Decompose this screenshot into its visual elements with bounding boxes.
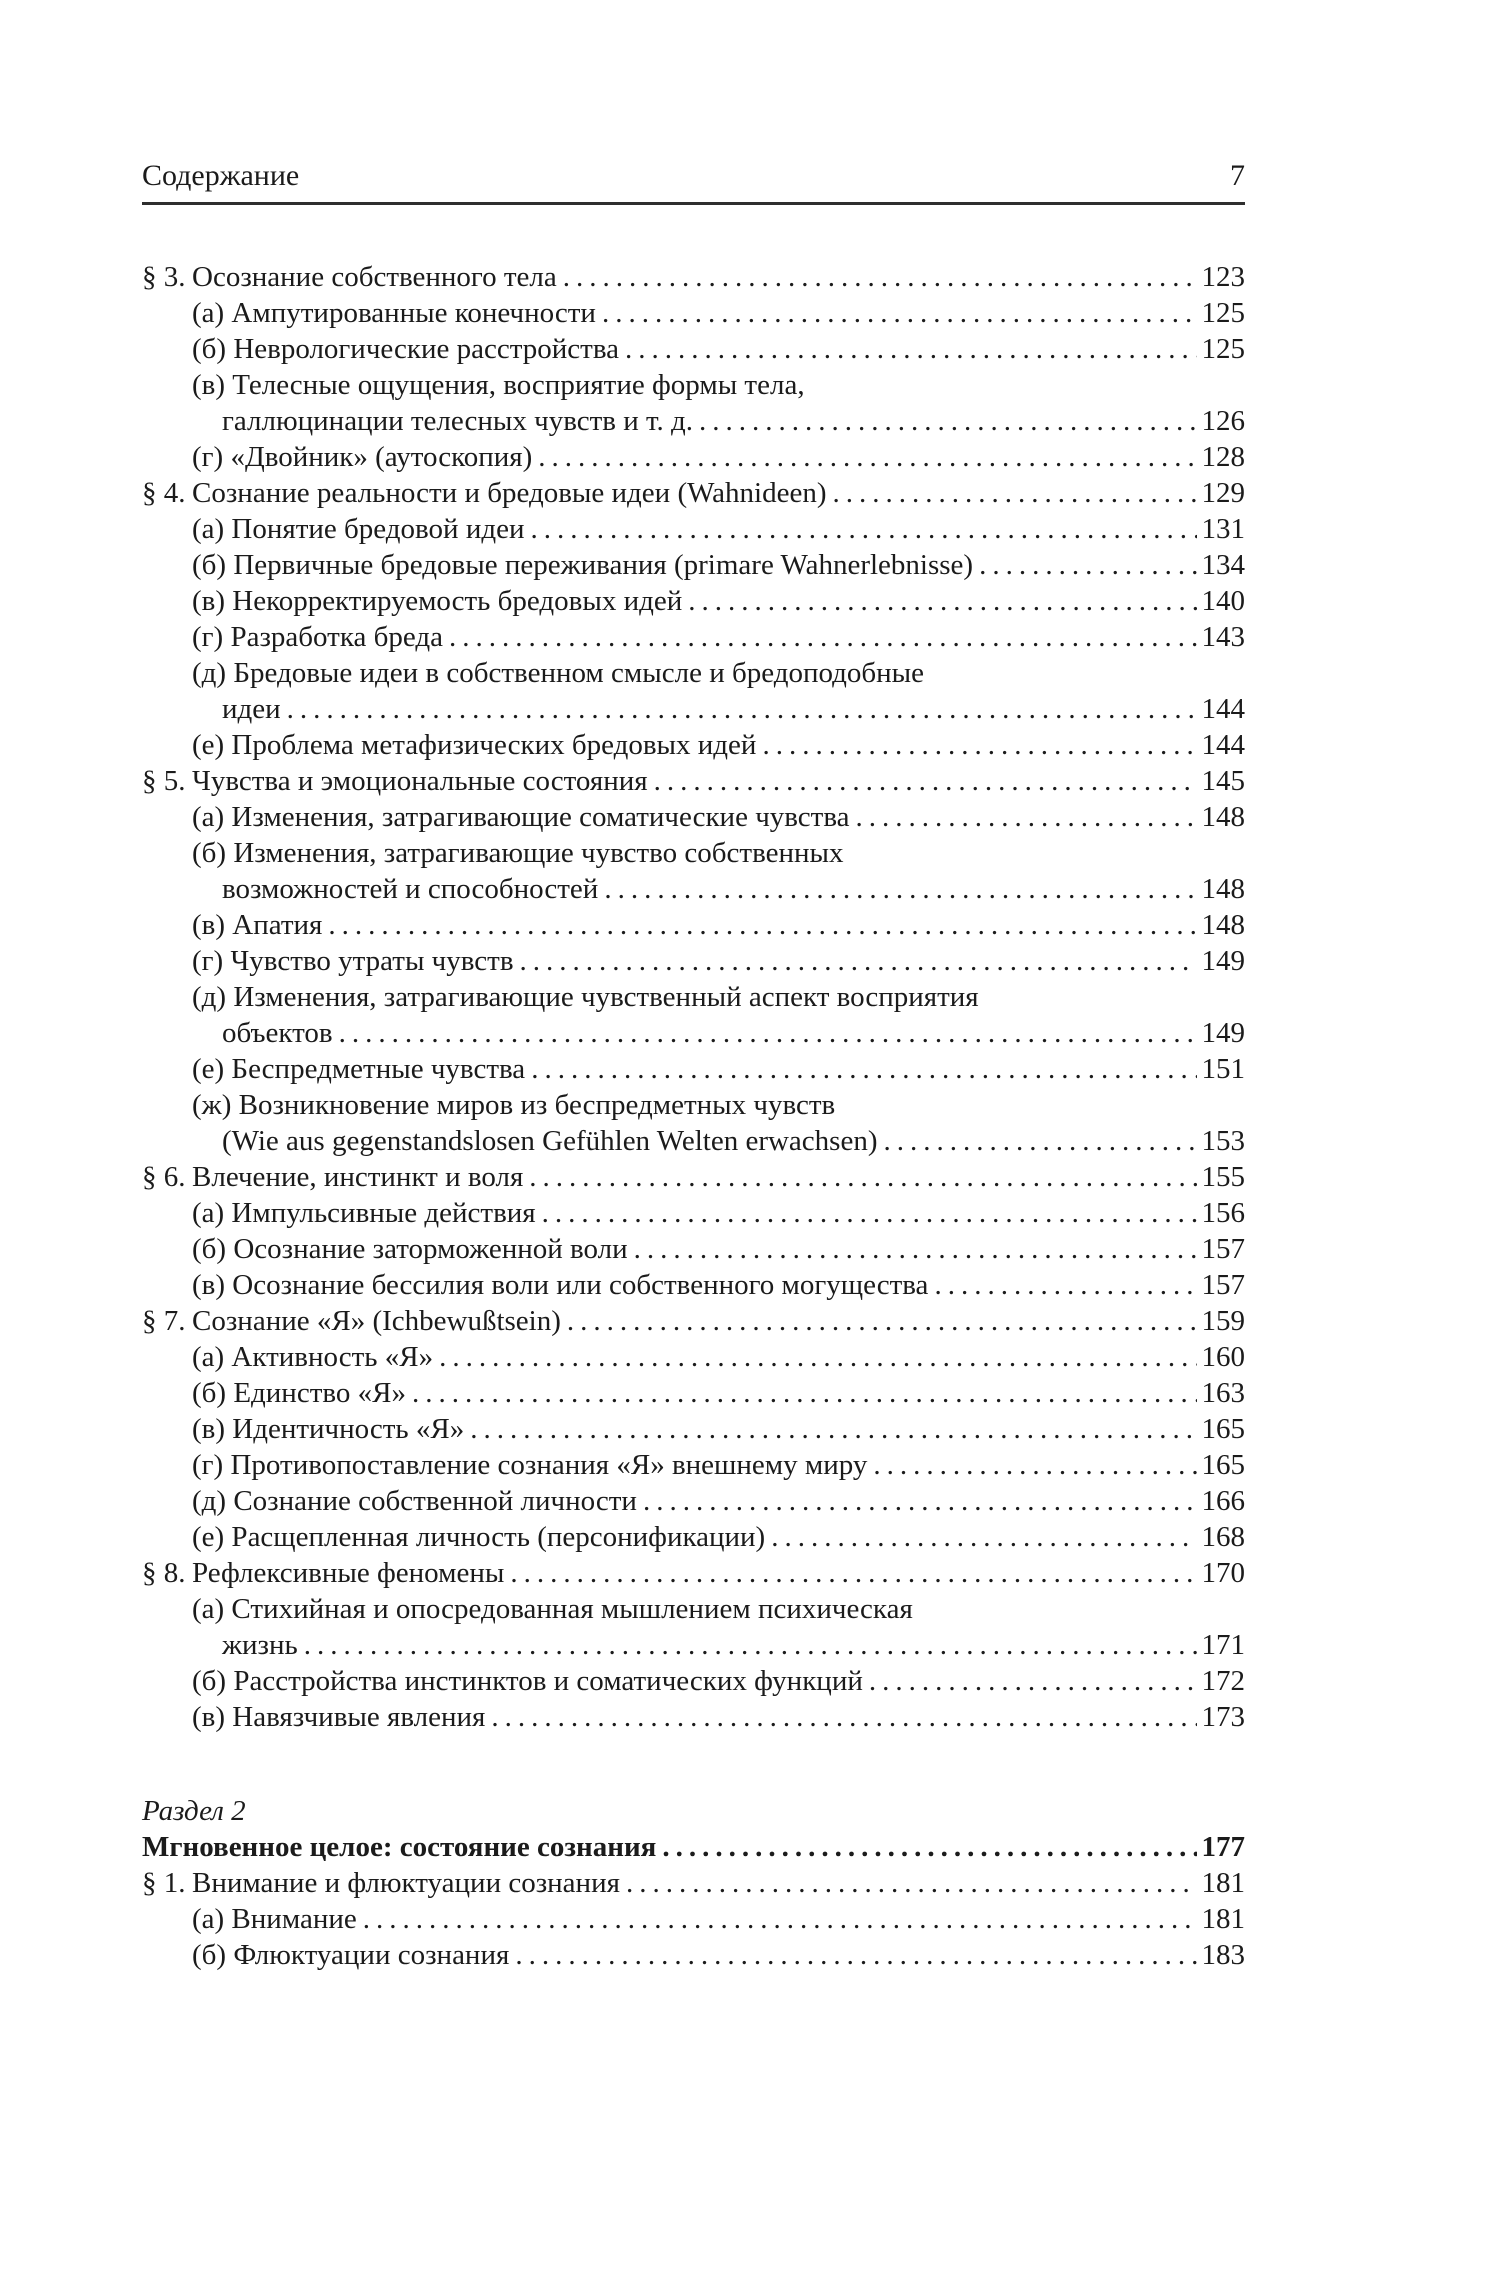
entry-text: Рефлексивные феномены: [192, 1557, 505, 1589]
entry-page-number: 125: [1201, 297, 1245, 329]
entry-text: (Wie aus gegenstandslosen Gefühlen Welten erwachsen): [222, 1125, 878, 1157]
toc-line: [192, 691, 1245, 727]
toc-entry-sub: [142, 1591, 1245, 1663]
toc-list: [142, 259, 1245, 1973]
toc-line: [192, 799, 1245, 835]
toc-entry-sub: [142, 1051, 1245, 1087]
dot-leader: [662, 1829, 1197, 1865]
dot-leader: [771, 1519, 1197, 1555]
toc-entry-sub: [142, 835, 1245, 907]
toc-entry-section: [142, 475, 1245, 511]
entry-text: (б) Осознание заторможенной воли: [192, 1233, 628, 1265]
entry-text: Сознание «Я» (Ichbewußtsein): [192, 1305, 561, 1337]
entry-page-number: 171: [1201, 1629, 1245, 1661]
dot-leader: [643, 1483, 1197, 1519]
section-marker: § 1.: [142, 1867, 186, 1899]
toc-entry-sub: [142, 1195, 1245, 1231]
entry-text: идеи: [222, 693, 281, 725]
toc-entry-sub: [142, 1519, 1245, 1555]
entry-text: Чувства и эмоциональные состояния: [192, 765, 648, 797]
toc-line: [192, 1411, 1245, 1447]
entry-text: (г) Разработка бреда: [192, 621, 443, 653]
dot-leader: [531, 1051, 1197, 1087]
entry-text: (б) Флюктуации сознания: [192, 1939, 510, 1971]
toc-line: [192, 1447, 1245, 1483]
entry-page-number: 172: [1201, 1665, 1245, 1697]
dot-leader: [510, 1555, 1197, 1591]
toc-line: [192, 1159, 1245, 1195]
toc-entry-sub: [142, 511, 1245, 547]
toc-entry-sub: [142, 439, 1245, 475]
page-title: Содержание: [142, 159, 300, 192]
dot-leader: [634, 1231, 1197, 1267]
dot-leader: [439, 1339, 1197, 1375]
entry-page-number: 160: [1201, 1341, 1245, 1373]
entry-text: Раздел 2: [142, 1795, 246, 1827]
toc-entry-sub: [142, 367, 1245, 439]
toc-line: [192, 1195, 1245, 1231]
entry-text: (ж) Возникновение миров из беспредметных чувств: [192, 1089, 836, 1121]
entry-page-number: 157: [1201, 1233, 1245, 1265]
entry-text: (в) Навязчивые явления: [192, 1701, 486, 1733]
dot-leader: [602, 295, 1197, 331]
section-marker: § 7.: [142, 1305, 186, 1337]
toc-entry-section: [142, 1865, 1245, 1901]
entry-text: (б) Расстройства инстинктов и соматических функций: [192, 1665, 863, 1697]
section-marker: § 5.: [142, 765, 186, 797]
entry-page-number: 163: [1201, 1377, 1245, 1409]
entry-page-number: 165: [1201, 1449, 1245, 1481]
dot-leader: [563, 259, 1197, 295]
toc-entry-sub: [142, 331, 1245, 367]
dot-leader: [339, 1015, 1197, 1051]
entry-text: (б) Неврологические расстройства: [192, 333, 619, 365]
entry-text: (а) Ампутированные конечности: [192, 297, 596, 329]
toc-entry-sub: [142, 1087, 1245, 1159]
entry-text: Внимание и флюктуации сознания: [192, 1867, 620, 1899]
toc-entry-sub: [142, 907, 1245, 943]
entry-text: (а) Импульсивные действия: [192, 1197, 536, 1229]
toc-line: [192, 403, 1245, 439]
dot-leader: [412, 1375, 1197, 1411]
entry-page-number: 181: [1201, 1867, 1245, 1899]
toc-entry-sub: [142, 943, 1245, 979]
toc-line: [192, 943, 1245, 979]
entry-page-number: 145: [1201, 765, 1245, 797]
entry-page-number: 123: [1201, 261, 1245, 293]
dot-leader: [699, 403, 1197, 439]
toc-line: [192, 511, 1245, 547]
dot-leader: [287, 691, 1197, 727]
toc-line: [192, 475, 1245, 511]
entry-page-number: 126: [1201, 405, 1245, 437]
section-marker: § 4.: [142, 477, 186, 509]
entry-text: Мгновенное целое: состояние сознания: [142, 1831, 657, 1863]
toc-line: [192, 439, 1245, 475]
entry-page-number: 148: [1201, 801, 1245, 833]
entry-page-number: 183: [1201, 1939, 1245, 1971]
entry-text: (б) Единство «Я»: [192, 1377, 406, 1409]
toc-line: [192, 1051, 1245, 1087]
toc-line: [192, 727, 1245, 763]
dot-leader: [363, 1901, 1197, 1937]
toc-entry-section: [142, 259, 1245, 295]
entry-page-number: 181: [1201, 1903, 1245, 1935]
entry-page-number: 165: [1201, 1413, 1245, 1445]
toc-line: [142, 1829, 1245, 1865]
dot-leader: [883, 1123, 1197, 1159]
toc-entry-sub: [142, 1663, 1245, 1699]
toc-line: [192, 871, 1245, 907]
entry-text: (е) Беспредметные чувства: [192, 1053, 526, 1085]
entry-text: (в) Некорректируемость бредовых идей: [192, 585, 683, 617]
toc-line: [192, 1123, 1245, 1159]
toc-line: [192, 583, 1245, 619]
toc-entry-sub: [142, 1447, 1245, 1483]
entry-text: Влечение, инстинкт и воля: [192, 1161, 524, 1193]
entry-page-number: 129: [1201, 477, 1245, 509]
entry-text: (д) Сознание собственной личности: [192, 1485, 637, 1517]
toc-line: [192, 1231, 1245, 1267]
toc-entry-sub: [142, 1339, 1245, 1375]
entry-text: Осознание собственного тела: [192, 261, 557, 293]
dot-leader: [567, 1303, 1197, 1339]
toc-entry-sub: [142, 799, 1245, 835]
toc-entry-section: [142, 1555, 1245, 1591]
entry-text: (г) Противопоставление сознания «Я» внешнему миру: [192, 1449, 868, 1481]
toc-line: [192, 1663, 1245, 1699]
toc-line: [192, 1375, 1245, 1411]
entry-text: (в) Осознание бессилия воли или собственного могущества: [192, 1269, 929, 1301]
entry-text: (б) Первичные бредовые переживания (primare Wahnerlebnisse): [192, 549, 974, 581]
toc-entry-sub: [142, 727, 1245, 763]
dot-leader: [873, 1447, 1197, 1483]
entry-page-number: 168: [1201, 1521, 1245, 1553]
toc-line: [192, 1519, 1245, 1555]
toc-line: [192, 1339, 1245, 1375]
dot-leader: [625, 331, 1197, 367]
toc-line: [192, 1267, 1245, 1303]
toc-line: [192, 1937, 1245, 1973]
dot-leader: [869, 1663, 1197, 1699]
toc-line: [192, 1901, 1245, 1937]
toc-line: [192, 1865, 1245, 1901]
entry-text: (а) Активность «Я»: [192, 1341, 434, 1373]
toc-line: [192, 1555, 1245, 1591]
toc-entry-sub: [142, 1267, 1245, 1303]
toc-entry-section: [142, 1303, 1245, 1339]
entry-text: Сознание реальности и бредовые идеи (Wahnideen): [192, 477, 827, 509]
toc-entry-sub: [142, 1483, 1245, 1519]
toc-entry-part-title: [142, 1829, 1245, 1865]
section-marker: § 8.: [142, 1557, 186, 1589]
toc-line: [192, 1627, 1245, 1663]
entry-page-number: 153: [1201, 1125, 1245, 1157]
toc-entry-sub: [142, 547, 1245, 583]
toc-line: [192, 259, 1245, 295]
entry-page-number: 157: [1201, 1269, 1245, 1301]
entry-page-number: 170: [1201, 1557, 1245, 1589]
section-marker: § 3.: [142, 261, 186, 293]
toc-line: [192, 1483, 1245, 1519]
entry-page-number: 148: [1201, 873, 1245, 905]
toc-line: [192, 295, 1245, 331]
toc-line: [192, 655, 1245, 691]
running-head: [142, 158, 1245, 205]
entry-text: возможностей и способностей: [222, 873, 599, 905]
entry-text: (е) Расщепленная личность (персонификации): [192, 1521, 766, 1553]
section-marker: § 6.: [142, 1161, 186, 1193]
toc-entry-sub: [142, 1901, 1245, 1937]
entry-text: (а) Стихийная и опосредованная мышлением психическая: [192, 1593, 913, 1625]
entry-page-number: 143: [1201, 621, 1245, 653]
toc-entry-sub: [142, 1411, 1245, 1447]
toc-line: [192, 1699, 1245, 1735]
entry-text: объектов: [222, 1017, 333, 1049]
toc-line: [192, 331, 1245, 367]
entry-text: жизнь: [222, 1629, 298, 1661]
toc-entry-sub: [142, 1699, 1245, 1735]
dot-leader: [470, 1411, 1197, 1447]
entry-text: (б) Изменения, затрагивающие чувство собственных: [192, 837, 844, 869]
toc-line: [192, 1087, 1245, 1123]
folio-page-number: 7: [1230, 159, 1245, 192]
toc-entry-sub: [142, 295, 1245, 331]
dot-leader: [626, 1865, 1197, 1901]
dot-leader: [491, 1699, 1197, 1735]
entry-page-number: 148: [1201, 909, 1245, 941]
entry-text: (г) «Двойник» (аутоскопия): [192, 441, 533, 473]
toc-entry-sub: [142, 619, 1245, 655]
toc-line: [142, 1793, 1245, 1829]
dot-leader: [515, 1937, 1197, 1973]
toc-entry-sub: [142, 655, 1245, 727]
entry-page-number: 155: [1201, 1161, 1245, 1193]
toc-entry-sub: [142, 583, 1245, 619]
dot-leader: [979, 547, 1197, 583]
toc-line: [192, 367, 1245, 403]
entry-text: (а) Внимание: [192, 1903, 357, 1935]
entry-page-number: 140: [1201, 585, 1245, 617]
toc-line: [192, 1591, 1245, 1627]
entry-page-number: 159: [1201, 1305, 1245, 1337]
dot-leader: [654, 763, 1197, 799]
entry-text: (а) Понятие бредовой идеи: [192, 513, 525, 545]
toc-line: [192, 547, 1245, 583]
entry-page-number: 125: [1201, 333, 1245, 365]
entry-text: (д) Изменения, затрагивающие чувственный аспект восприятия: [192, 981, 979, 1013]
entry-text: галлюцинации телесных чувств и т. д.: [222, 405, 693, 437]
toc-line: [192, 619, 1245, 655]
entry-page-number: 149: [1201, 1017, 1245, 1049]
toc-entry-part: [142, 1793, 1245, 1829]
entry-page-number: 128: [1201, 441, 1245, 473]
dot-leader: [934, 1267, 1197, 1303]
dot-leader: [762, 727, 1197, 763]
entry-text: (г) Чувство утраты чувств: [192, 945, 514, 977]
entry-page-number: 151: [1201, 1053, 1245, 1085]
dot-leader: [520, 943, 1197, 979]
entry-page-number: 144: [1201, 693, 1245, 725]
dot-leader: [832, 475, 1197, 511]
dot-leader: [538, 439, 1197, 475]
dot-leader: [530, 511, 1197, 547]
entry-text: (в) Телесные ощущения, восприятие формы тела,: [192, 369, 805, 401]
entry-page-number: 144: [1201, 729, 1245, 761]
entry-page-number: 166: [1201, 1485, 1245, 1517]
toc-entry-sub: [142, 979, 1245, 1051]
dot-leader: [529, 1159, 1197, 1195]
toc-line: [192, 763, 1245, 799]
toc-line: [192, 835, 1245, 871]
dot-leader: [449, 619, 1197, 655]
entry-text: (в) Идентичность «Я»: [192, 1413, 465, 1445]
dot-leader: [542, 1195, 1197, 1231]
toc-line: [192, 907, 1245, 943]
dot-leader: [604, 871, 1197, 907]
toc-entry-sub: [142, 1375, 1245, 1411]
entry-text: (е) Проблема метафизических бредовых идей: [192, 729, 757, 761]
entry-text: (д) Бредовые идеи в собственном смысле и бредоподобные: [192, 657, 925, 689]
toc-entry-sub: [142, 1231, 1245, 1267]
dot-leader: [304, 1627, 1197, 1663]
entry-page-number: 156: [1201, 1197, 1245, 1229]
toc-line: [192, 979, 1245, 1015]
dot-leader: [328, 907, 1197, 943]
toc-entry-section: [142, 763, 1245, 799]
entry-text: (в) Апатия: [192, 909, 323, 941]
toc-entry-section: [142, 1159, 1245, 1195]
dot-leader: [856, 799, 1197, 835]
dot-leader: [688, 583, 1197, 619]
entry-page-number: 134: [1201, 549, 1245, 581]
entry-text: (а) Изменения, затрагивающие соматические чувства: [192, 801, 850, 833]
toc-line: [192, 1303, 1245, 1339]
entry-page-number: 131: [1201, 513, 1245, 545]
entry-page-number: 173: [1201, 1701, 1245, 1733]
entry-page-number: 177: [1201, 1831, 1245, 1863]
toc-line: [192, 1015, 1245, 1051]
entry-page-number: 149: [1201, 945, 1245, 977]
toc-entry-sub: [142, 1937, 1245, 1973]
